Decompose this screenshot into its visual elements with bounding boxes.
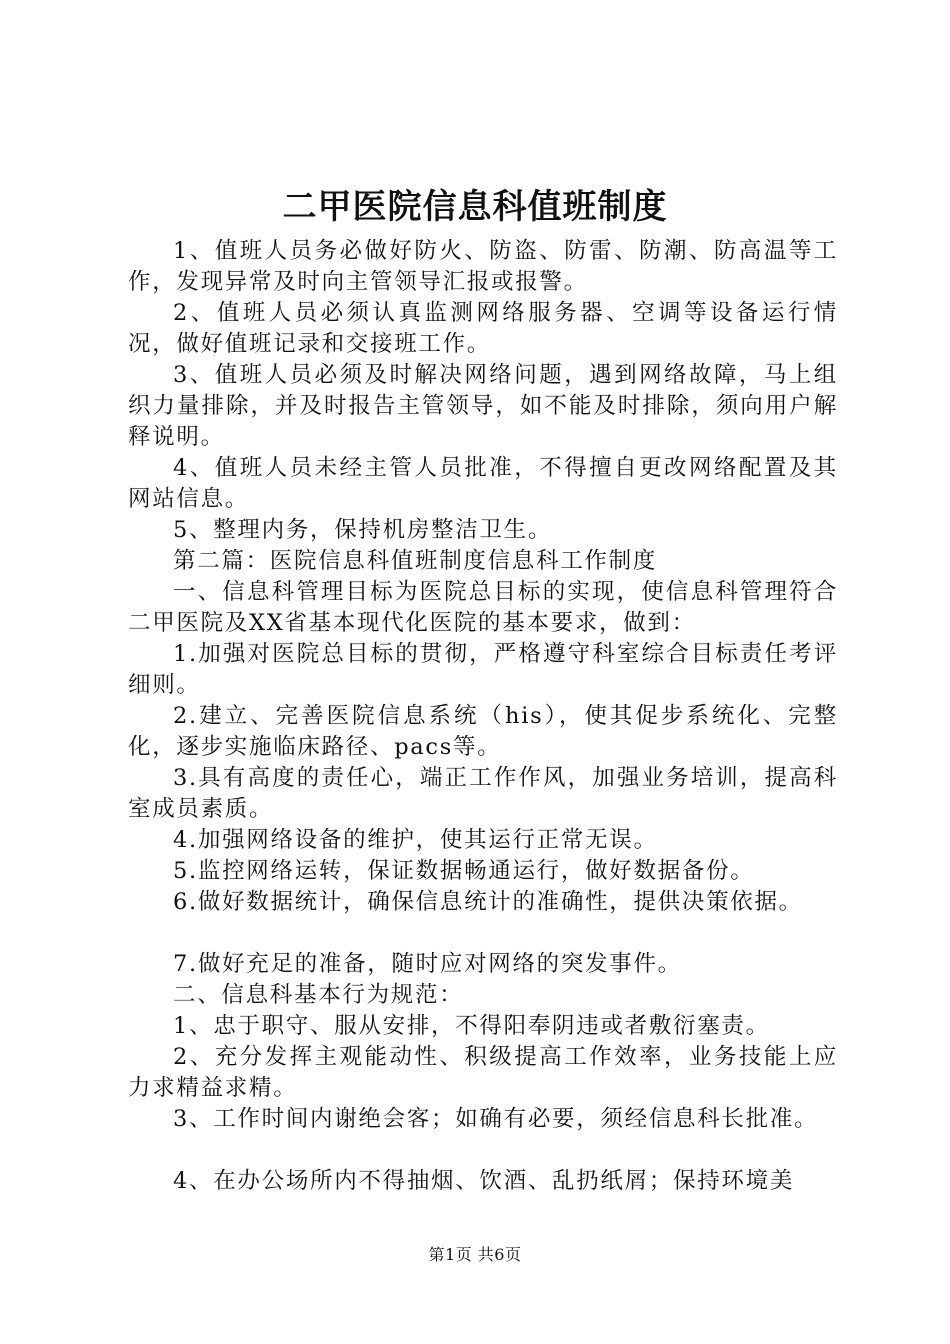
conduct-item-3: 3、工作时间内谢绝会客；如确有必要，须经信息科长批准。 bbox=[173, 1106, 819, 1132]
conduct-item-4: 4、在办公场所内不得抽烟、饮酒、乱扔纸屑；保持环境美 bbox=[173, 1168, 795, 1194]
paragraph-goals: 一、信息科管理目标为医院总目标的实现，使信息科管理符合二甲医院及XX省基本现代化医院的基本要求，做到： bbox=[128, 579, 838, 636]
blank-line bbox=[128, 1135, 838, 1166]
paragraph-5: 5、整理内务，保持机房整洁卫生。 bbox=[173, 517, 553, 543]
goal-item-2: 2.建立、完善医院信息系统（his），使其促步系统化、完整化，逐步实施临床路径、pacs等。 bbox=[128, 703, 838, 760]
conduct-item-1: 1、忠于职守、服从安排，不得阳奉阴违或者敷衍塞责。 bbox=[173, 1013, 770, 1039]
paragraph-2: 2、值班人员必须认真监测网络服务器、空调等设备运行情况，做好值班记录和交接班工作。 bbox=[128, 300, 838, 357]
section-heading-conduct: 二、信息科基本行为规范： bbox=[173, 982, 464, 1008]
section-heading-part-two: 第二篇：医院信息科值班制度信息科工作制度 bbox=[173, 548, 658, 574]
document-title: 二甲医院信息科值班制度 bbox=[282, 187, 668, 227]
goal-item-5: 5.监控网络运转，保证数据畅通运行，做好数据备份。 bbox=[173, 858, 755, 884]
paragraph-3: 3、值班人员必须及时解决网络问题，遇到网络故障，马上组织力量排除，并及时报告主管领导，如不能及时排除，须向用户解释说明。 bbox=[128, 362, 838, 450]
document-body bbox=[128, 236, 838, 1197]
blank-line bbox=[128, 918, 838, 949]
paragraph-1: 1、值班人员务必做好防火、防盗、防雷、防潮、防高温等工作，发现异常及时向主管领导汇报或报警。 bbox=[128, 238, 838, 295]
goal-item-1: 1.加强对医院总目标的贯彻，严格遵守科室综合目标责任考评细则。 bbox=[128, 641, 838, 698]
goal-item-3: 3.具有高度的责任心，端正工作作风，加强业务培训，提高科室成员素质。 bbox=[128, 765, 838, 822]
page-number-footer: 第1页 共6页 bbox=[428, 1245, 522, 1264]
paragraph-4: 4、值班人员未经主管人员批准，不得擅自更改网络配置及其网站信息。 bbox=[128, 455, 838, 512]
goal-item-4: 4.加强网络设备的维护，使其运行正常无误。 bbox=[173, 827, 658, 853]
goal-item-6: 6.做好数据统计，确保信息统计的准确性，提供决策依据。 bbox=[173, 889, 803, 915]
goal-item-7: 7.做好充足的准备，随时应对网络的突发事件。 bbox=[173, 951, 682, 977]
conduct-item-2: 2、充分发挥主观能动性、积级提高工作效率，业务技能上应力求精益求精。 bbox=[128, 1044, 838, 1101]
